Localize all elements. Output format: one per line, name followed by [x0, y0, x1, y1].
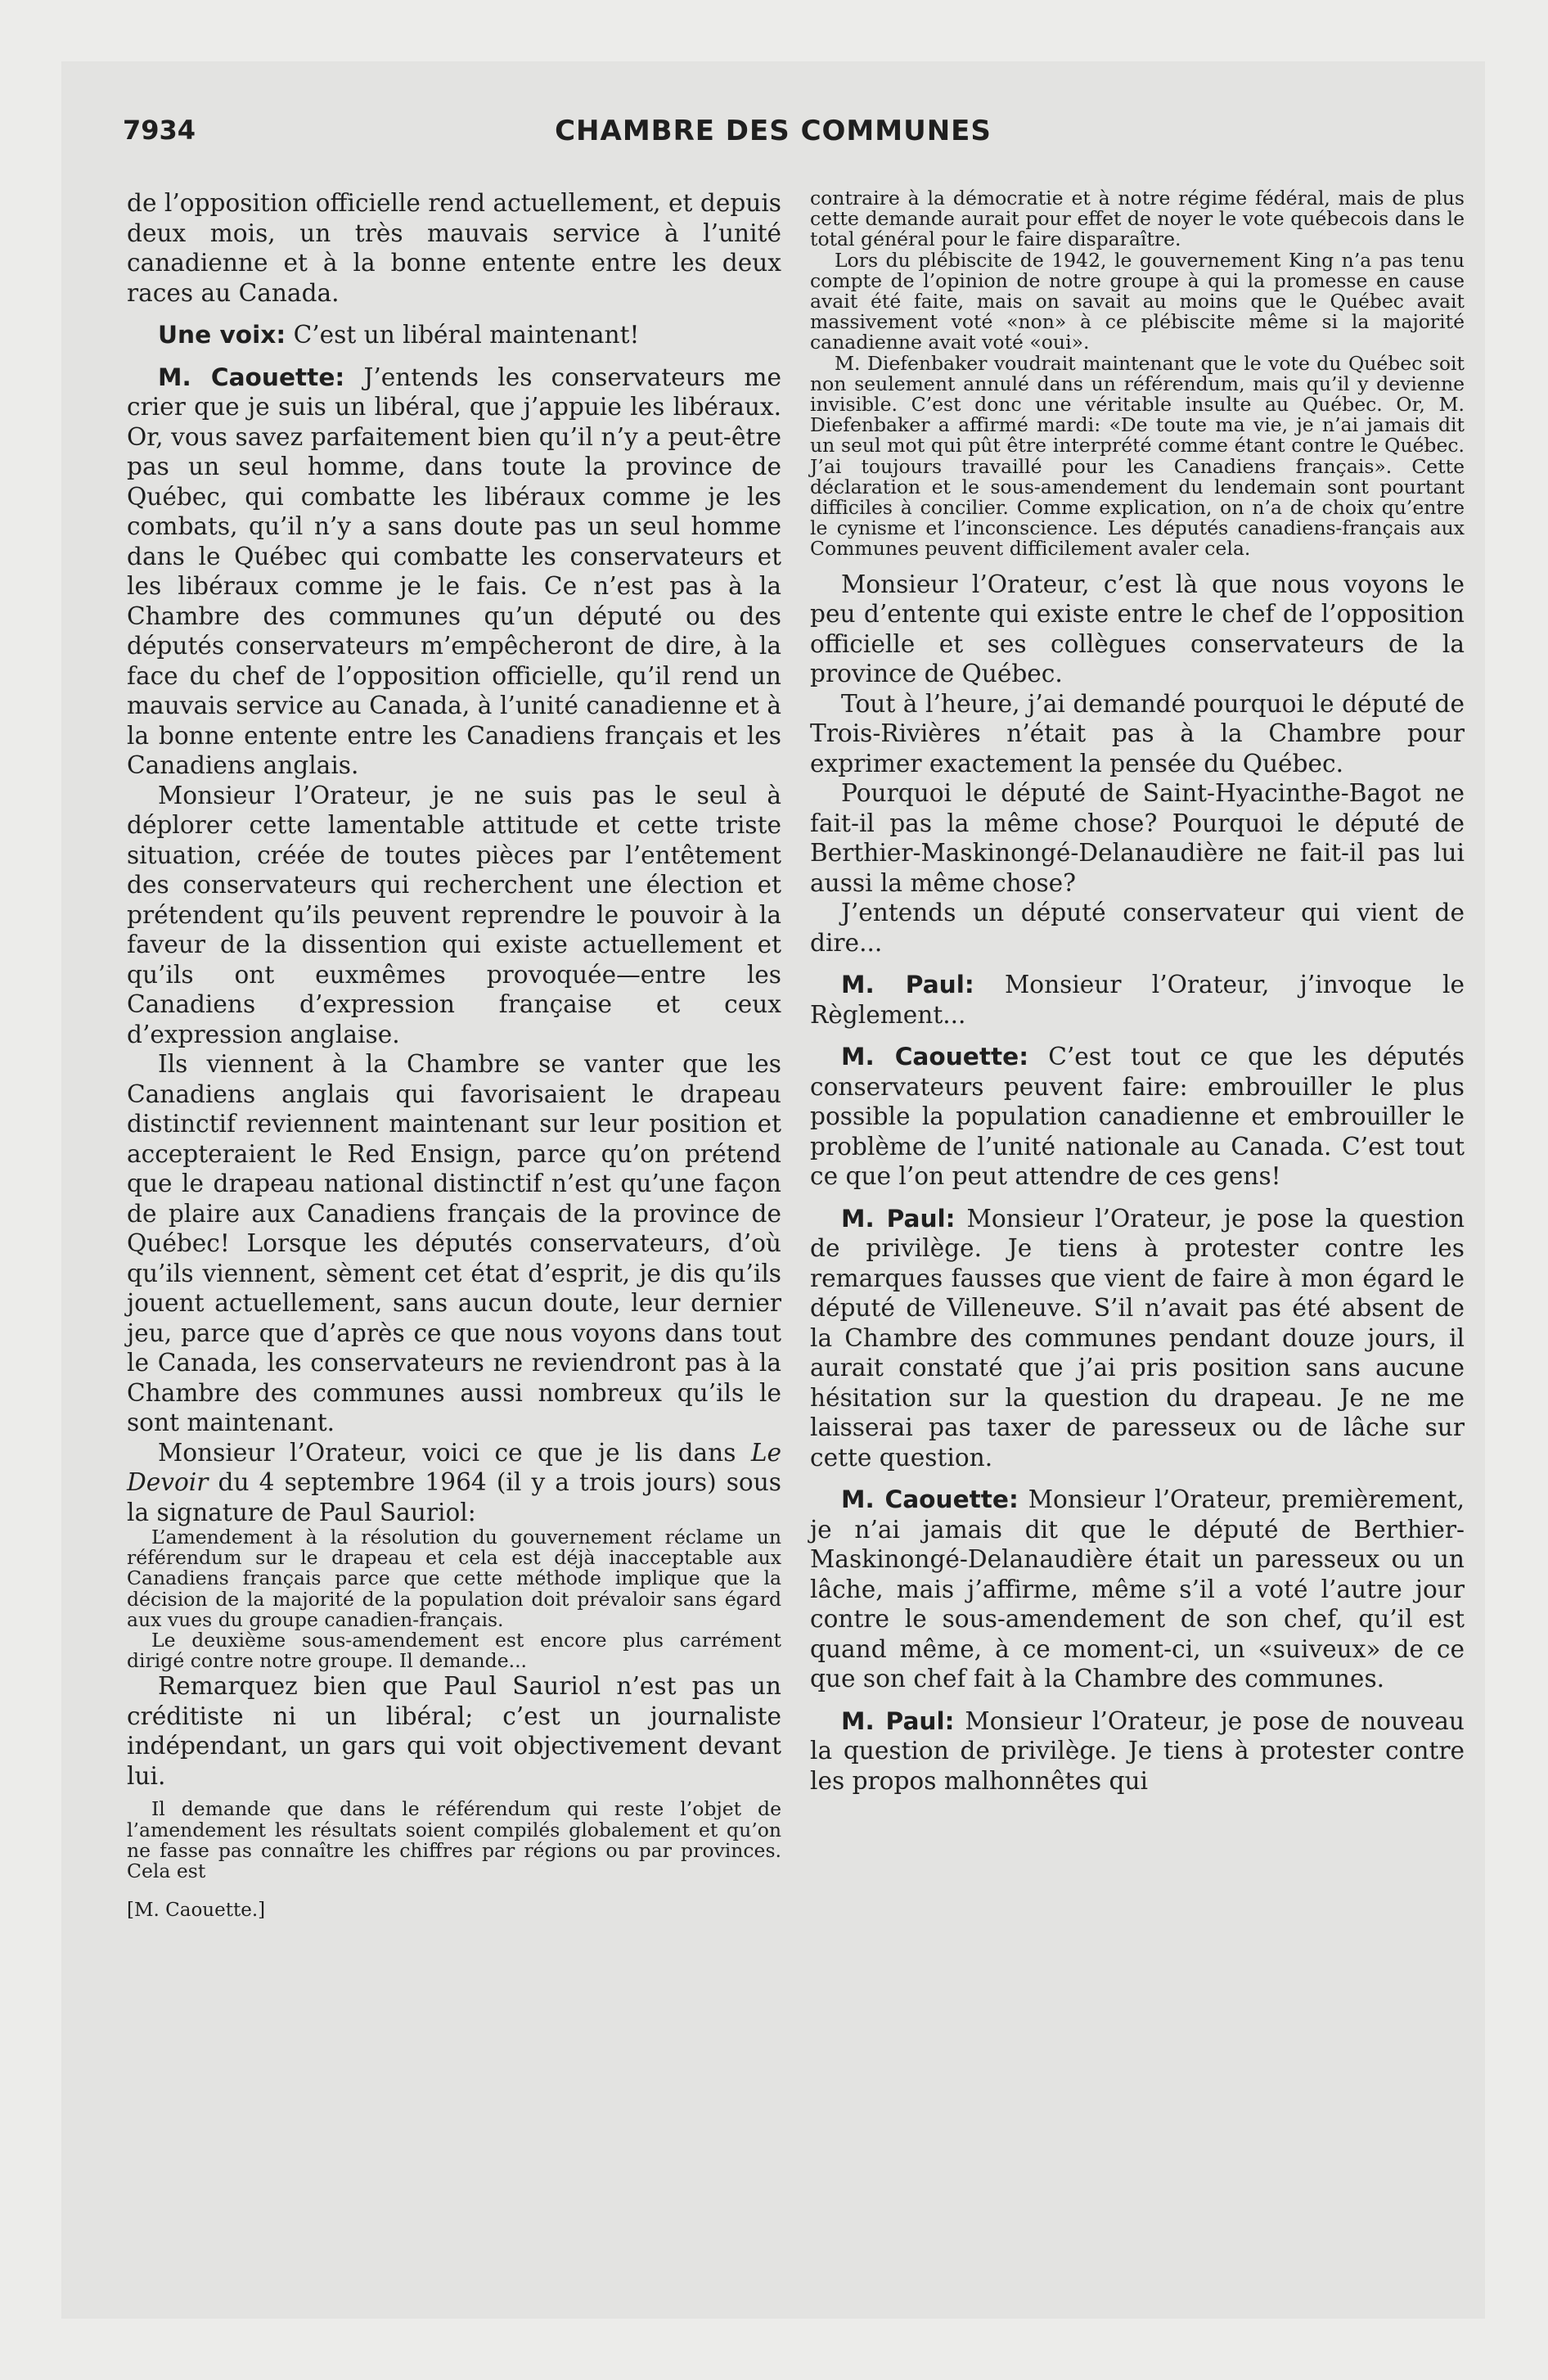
- running-head: CHAMBRE DES COMMUNES: [555, 115, 992, 147]
- speaker-name: M. Paul:: [841, 1204, 956, 1233]
- quoted-passage: Le deuxième sous-amendement est encore plus carrément dirigé contre notre groupe. Il demande...: [127, 1629, 781, 1673]
- left-column: [127, 188, 781, 1921]
- page-header: [123, 115, 1424, 164]
- paragraph-text: Monsieur l’Orateur, voici ce que je lis dans: [158, 1438, 751, 1467]
- speech: [810, 1042, 1465, 1192]
- speech-text: J’entends les conservateurs me crier que je suis un libéral, que j’appuie les libéraux. Or, vous savez parfaitement bien qu’il n’y a peut-être pas un seul homme, dans toute la province de Québec, qui combatte les libéraux comme je les combats, qu’il n’y a sans doute pas un seul homme dans le Québec qui combatte les conservateurs et les libéraux comme je le fais. Ce n’est pas à la Chambre des communes qu’un député ou des députés conservateurs m’empêcheront de dire, à la face du chef de l’opposition officielle, qu’il rend un mauvais service au Canada, à l’unité canadienne et à la bonne entente entre les Canadiens français et les Canadiens anglais.: [127, 363, 781, 779]
- paragraph: Pourquoi le député de Saint-Hyacinthe-Bagot ne fait-il pas la même chose? Pourquoi le député de Berthier-Maskinongé-Delanaudière ne fait-il pas lui aussi la même chose?: [810, 779, 1465, 897]
- speech: [127, 363, 781, 781]
- speech: [810, 1706, 1465, 1796]
- paragraph: Tout à l’heure, j’ai demandé pourquoi le député de Trois-Rivières n’était pas à la Chambre pour exprimer exactement la pensée du Québec.: [810, 689, 1465, 778]
- quoted-passage: contraire à la démocratie et à notre régime fédéral, mais de plus cette demande aurait pour effet de noyer le vote québecois dans le total général pour le faire disparaître.: [810, 187, 1465, 251]
- speaker-name: M. Paul:: [841, 1706, 955, 1735]
- speech: [127, 320, 781, 350]
- speaker-name: M. Caouette:: [841, 1485, 1019, 1514]
- speaker-name: M. Caouette:: [158, 363, 345, 391]
- speech-text: Monsieur l’Orateur, je pose de nouveau la question de privilège. Je tiens à protester contre les propos malhonnêtes qui: [810, 1706, 1465, 1795]
- paragraph: Monsieur l’Orateur, je ne suis pas le seul à déplorer cette lamentable attitude et cette triste situation, créée de toutes pièces par l’entêtement des conservateurs qui recherchent une élection et prétendent qu’ils peuvent reprendre le pouvoir à la faveur de la dissention qui existe actuellement et qu’ils ont euxmêmes provoquée—entre les Canadiens d’expression française et ceux d’expression anglaise.: [127, 781, 781, 1048]
- speech: [810, 970, 1465, 1030]
- speaker-name: Une voix:: [158, 321, 286, 349]
- speaker-name: M. Caouette:: [841, 1043, 1029, 1071]
- paragraph: Monsieur l’Orateur, c’est là que nous voyons le peu d’entente qui existe entre le chef de l’opposition officielle et ses collègues conservateurs de la province de Québec.: [810, 570, 1465, 688]
- quoted-passage: L’amendement à la résolution du gouvernement réclame un référendum sur le drapeau et cela est déjà inacceptable aux Canadiens français parce que cette méthode implique que la décision de la majorité de la population doit prévaloir sans égard aux vues du groupe canadien-français.: [127, 1526, 781, 1631]
- speech: [810, 1485, 1465, 1694]
- speech: [810, 1204, 1465, 1473]
- paragraph-text: du 4 septembre 1964 (il y a trois jours) sous la signature de Paul Sauriol:: [127, 1468, 781, 1526]
- quoted-passage: Lors du plébiscite de 1942, le gouvernement King n’a pas tenu compte de l’opinion de notre groupe à qui la promesse en cause avait été faite, mais on savait au moins que le Québec avait massivement voté «non» à ce plébiscite même si la majorité canadienne avait voté «oui».: [810, 248, 1465, 354]
- speaker-name: M. Paul:: [841, 971, 974, 999]
- paragraph: J’entends un député conservateur qui vient de dire...: [810, 899, 1465, 957]
- speech-text: C’est un libéral maintenant!: [286, 321, 640, 349]
- speech-text: Monsieur l’Orateur, premièrement, je n’ai jamais dit que le député de Berthier-Maskinongé-Delanaudière était un paresseux ou un lâche, mais j’affirme, même s’il a voté l’autre jour contre le sous-amendement de son chef, qu’il est quand même, à ce moment-ci, un «suiveux» de ce que son chef fait à la Chambre des communes.: [810, 1485, 1465, 1693]
- newspaper-title: Le Devoir: [127, 1438, 781, 1496]
- paragraph: de l’opposition officielle rend actuellement, et depuis deux mois, un très mauvais service à l’unité canadienne et à la bonne entente entre les deux races au Canada.: [127, 189, 781, 307]
- paragraph: [127, 1438, 781, 1528]
- speaker-attribution: [M. Caouette.]: [127, 1900, 266, 1922]
- right-column: [810, 188, 1465, 1796]
- speech-text: Monsieur l’Orateur, j’invoque le Règlement...: [810, 971, 1465, 1029]
- paragraph: Ils viennent à la Chambre se vanter que les Canadiens anglais qui favorisaient le drapeau distinctif reviennent maintenant sur leur position et accepteraient le Red Ensign, parce qu’on prétend que le drapeau national distinctif n’est qu’une façon de plaire aux Canadiens français de la province de Québec! Lorsque les députés conservateurs, d’où qu’ils viennent, sèment cet état d’esprit, je dis qu’ils jouent actuellement, sans aucun doute, leur dernier jeu, parce que d’après ce que nous voyons dans tout le Canada, les conservateurs ne reviendront pas à la Chambre des communes aussi nombreux qu’ils le sont maintenant.: [127, 1050, 781, 1436]
- paragraph: Remarquez bien que Paul Sauriol n’est pas un créditiste ni un libéral; c’est un journaliste indépendant, un gars qui voit objectivement devant lui.: [127, 1672, 781, 1790]
- page-number: 7934: [123, 115, 196, 146]
- quoted-passage: Il demande que dans le référendum qui reste l’objet de l’amendement les résultats soient compilés globalement et qu’on ne fasse pas connaître les chiffres par régions ou par provinces. Cela est: [127, 1797, 781, 1883]
- speech-text: Monsieur l’Orateur, je pose la question de privilège. Je tiens à protester contre les remarques fausses que vient de faire à mon égard le député de Villeneuve. S’il n’avait pas été absent de la Chambre des communes pendant douze jours, il aurait constaté que j’ai pris position sans aucune hésitation sur la question du drapeau. Je ne me laisserai pas taxer de paresseux ou de lâche sur cette question.: [810, 1204, 1465, 1472]
- speech-text: C’est tout ce que les députés conservateurs peuvent faire: embrouiller le plus possible la population canadienne et embrouiller le problème de l’unité nationale au Canada. C’est tout ce que l’on peut attendre de ces gens!: [810, 1043, 1465, 1191]
- quoted-passage: M. Diefenbaker voudrait maintenant que le vote du Québec soit non seulement annulé dans un référendum, mais qu’il y devienne invisible. C’est donc une véritable insulte au Québec. Or, M. Diefenbaker a affirmé mardi: «De toute ma vie, je n’ai jamais dit un seul mot qui pût être interprété comme étant contre le Québec. J’ai toujours travaillé pour les Canadiens français». Cette déclaration et le sous-amendement du lendemain sont pourtant difficiles à concilier. Comme explication, on n’a de choix qu’entre le cynisme et l’inconscience. Les députés canadiens-français aux Communes peuvent difficilement avaler cela.: [810, 351, 1465, 561]
